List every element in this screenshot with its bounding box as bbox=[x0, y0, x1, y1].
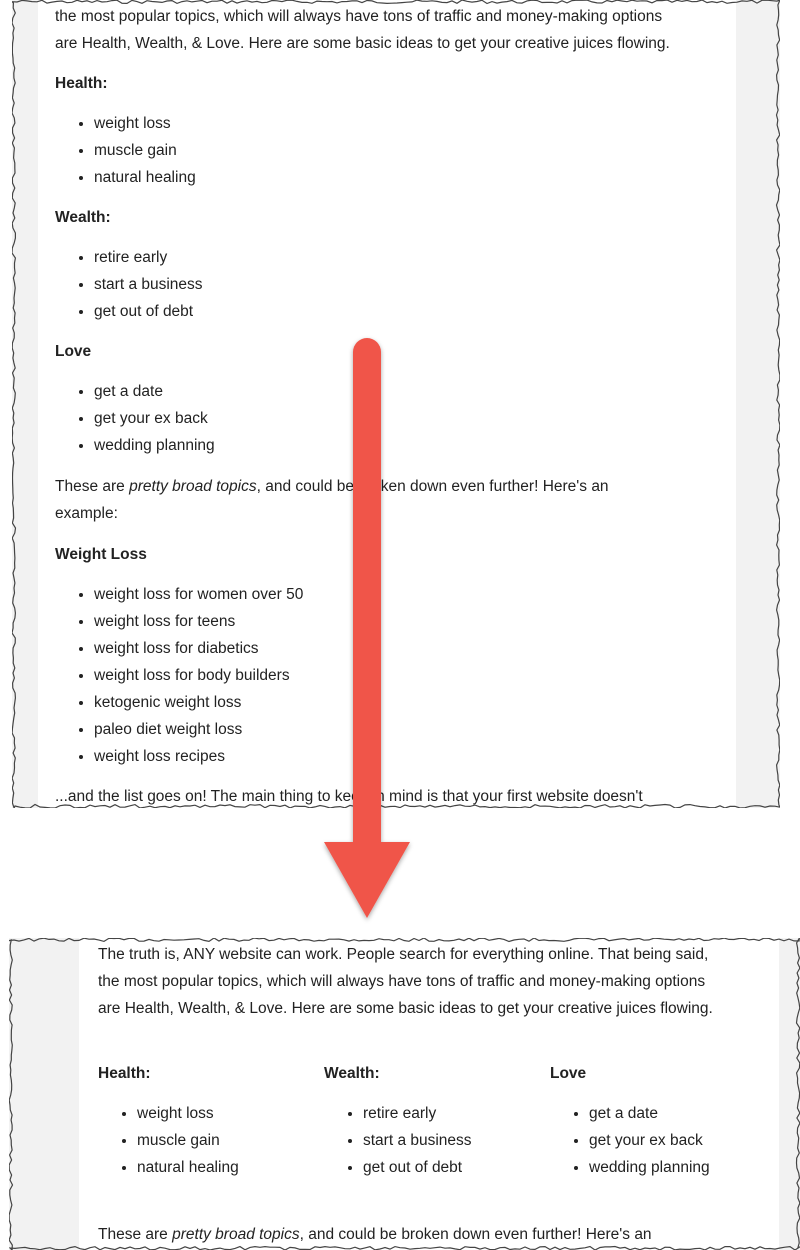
list-item: • get out of debt bbox=[363, 1154, 534, 1181]
broad-topics-paragraph: These are pretty broad topics, and could be broken down even further! Here's an bbox=[98, 1226, 652, 1243]
love-list bbox=[550, 1100, 760, 1181]
list-item: • retire early bbox=[363, 1100, 534, 1127]
wealth-list bbox=[324, 1100, 534, 1181]
health-column bbox=[98, 1060, 308, 1181]
health-list bbox=[55, 110, 735, 191]
list-item: • get your ex back bbox=[589, 1127, 760, 1154]
wealth-heading: Wealth: bbox=[324, 1065, 380, 1082]
intro-line: are Health, Wealth, & Love. Here are some basic ideas to get your creative juices flowing. bbox=[98, 1000, 713, 1017]
list-item: • get out of debt bbox=[94, 298, 735, 325]
before-screenshot bbox=[12, 0, 780, 808]
list-item: • weight loss bbox=[137, 1100, 308, 1127]
intro-line: the most popular topics, which will always have tons of traffic and money-making options bbox=[98, 973, 706, 990]
list-item: • start a business bbox=[94, 271, 735, 298]
wealth-heading: Wealth: bbox=[55, 209, 111, 226]
broad-topics-paragraph: These are pretty broad topics, and could be broken down even further! Here's an example: bbox=[55, 478, 609, 522]
list-item: • natural healing bbox=[94, 164, 735, 191]
weight-loss-list bbox=[55, 581, 735, 770]
love-column bbox=[550, 1060, 760, 1181]
list-item: • weight loss for teens bbox=[94, 608, 735, 635]
health-heading: Health: bbox=[98, 1065, 151, 1082]
intro-line: the most popular topics, which will always have tons of traffic and money-making options bbox=[55, 8, 663, 25]
intro-line: are Health, Wealth, & Love. Here are some basic ideas to get your creative juices flowing. bbox=[55, 35, 670, 52]
list-item: • weight loss for women over 50 bbox=[94, 581, 735, 608]
list-item: • get a date bbox=[94, 378, 735, 405]
love-heading: Love bbox=[550, 1065, 587, 1082]
list-item: • wedding planning bbox=[94, 432, 735, 459]
emphasis-text: pretty broad topics bbox=[172, 1226, 300, 1243]
weight-loss-heading: Weight Loss bbox=[55, 546, 147, 563]
list-item: • get your ex back bbox=[94, 405, 735, 432]
list-item: • weight loss for body builders bbox=[94, 662, 735, 689]
list-item: • weight loss recipes bbox=[94, 743, 735, 770]
list-item: • start a business bbox=[363, 1127, 534, 1154]
list-item: • muscle gain bbox=[94, 137, 735, 164]
list-item: • muscle gain bbox=[137, 1127, 308, 1154]
wealth-column bbox=[324, 1060, 534, 1181]
list-item: • ketogenic weight loss bbox=[94, 689, 735, 716]
love-list bbox=[55, 378, 735, 459]
list-item: • natural healing bbox=[137, 1154, 308, 1181]
list-item: • wedding planning bbox=[589, 1154, 760, 1181]
list-item: • paleo diet weight loss bbox=[94, 716, 735, 743]
list-item: • weight loss bbox=[94, 110, 735, 137]
health-list bbox=[98, 1100, 308, 1181]
after-content-column bbox=[79, 938, 779, 1250]
list-item: • retire early bbox=[94, 244, 735, 271]
wealth-list bbox=[55, 244, 735, 325]
before-content-column bbox=[38, 0, 736, 808]
cut-off-line: ...and the list goes on! The main thing to keep in mind is that your first website doesn't bbox=[55, 788, 643, 805]
health-heading: Health: bbox=[55, 75, 108, 92]
list-item: • weight loss for diabetics bbox=[94, 635, 735, 662]
emphasis-text: pretty broad topics bbox=[129, 478, 257, 495]
list-item: • get a date bbox=[589, 1100, 760, 1127]
intro-line: The truth is, ANY website can work. People search for everything online. That being said, bbox=[98, 946, 709, 963]
after-screenshot bbox=[9, 938, 800, 1250]
love-heading: Love bbox=[55, 343, 92, 360]
